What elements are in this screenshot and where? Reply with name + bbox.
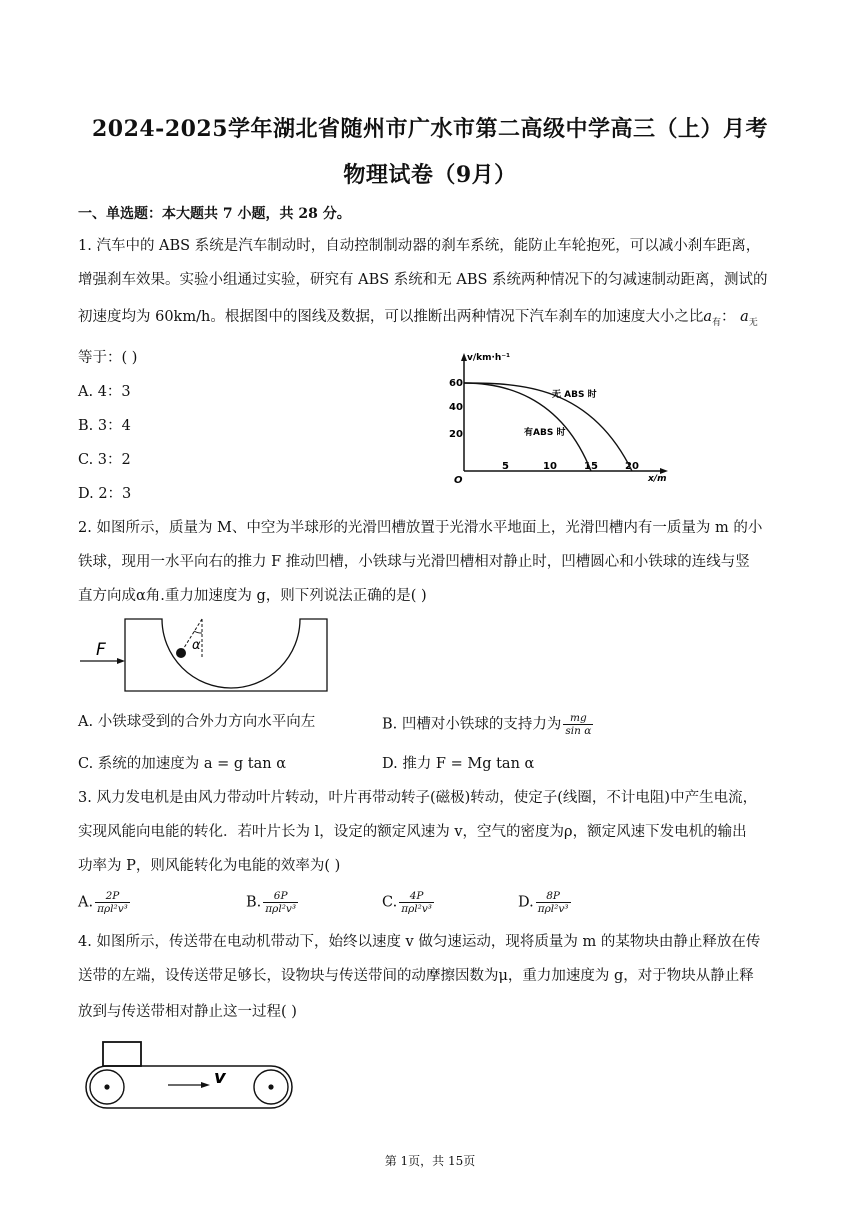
ratio-a2: a xyxy=(740,309,749,325)
q1-option-b: B. 3：4 xyxy=(78,418,131,434)
q3-option-d xyxy=(518,890,571,915)
x-axis-label: x/m xyxy=(648,474,667,484)
ratio-sub2: 无 xyxy=(748,317,758,328)
curve-without-abs-label: 无 ABS 时 xyxy=(552,390,597,400)
q3-option-c xyxy=(382,890,434,915)
option-label: A. xyxy=(78,894,94,911)
option-fraction xyxy=(536,890,571,915)
option-label: B. xyxy=(246,894,262,911)
q1-line4: 等于：( ) xyxy=(78,350,138,366)
q2-option-a: A. 小铁球受到的合外力方向水平向左 xyxy=(78,714,316,730)
fraction-denominator: πρl²v³ xyxy=(537,903,569,915)
q2-option-b-fraction xyxy=(563,712,593,737)
q2-option-d: D. 推力 F = Mg tan α xyxy=(382,756,535,772)
velocity-label: v xyxy=(214,1067,226,1088)
q4-conveyor-figure xyxy=(80,1038,300,1114)
fraction-numerator: 6P xyxy=(263,890,298,903)
left-pulley-axle xyxy=(104,1084,109,1089)
x-tick-15: 15 xyxy=(584,461,598,472)
velocity-arrow-head xyxy=(201,1082,210,1088)
y-axis-label: v/km·h⁻¹ xyxy=(467,353,511,363)
q4-line1: 4. 如图所示，传送带在电动机带动下，始终以速度 v 做匀速运动，现将质量为 m 的某物块由静止释放在传 xyxy=(78,934,761,950)
q1-line1: 1. 汽车中的 ABS 系统是汽车制动时，自动控制制动器的刹车系统，能防止车轮抱死，可以减小刹车距离， xyxy=(78,238,761,254)
q2-option-c: C. 系统的加速度为 a = g tan α xyxy=(78,756,287,772)
fraction-denominator: πρl²v³ xyxy=(265,903,297,915)
option-label: C. xyxy=(382,894,398,911)
fraction-numerator: mg xyxy=(563,712,593,725)
q1-line3 xyxy=(78,307,758,333)
force-arrow-head xyxy=(117,658,125,664)
q2-line2: 铁球，现用一水平向右的推力 F 推动凹槽，小铁球与光滑凹槽相对静止时，凹槽圆心和小铁球的连线与竖 xyxy=(78,554,750,570)
paper-title-line1: 2024-2025学年湖北省随州市广水市第二高级中学高三（上）月考 xyxy=(91,116,769,142)
q1-option-d: D. 2：3 xyxy=(78,486,132,502)
fraction-denominator: πρl²v³ xyxy=(97,903,128,915)
q2-line3: 直方向成α角.重力加速度为 g，则下列说法正确的是( ) xyxy=(78,588,427,604)
paper-title-line2: 物理试卷（9月） xyxy=(343,162,517,188)
right-pulley-axle xyxy=(268,1084,273,1089)
angle-label: α xyxy=(192,638,201,653)
option-fraction xyxy=(95,890,130,915)
q1-velocity-distance-graph xyxy=(440,345,680,485)
fraction-numerator: 4P xyxy=(399,890,434,903)
q3-line3: 功率为 P，则风能转化为电能的效率为( ) xyxy=(78,858,341,874)
q1-line3-text: 初速度均为 60km/h。根据图中的图线及数据，可以推断出两种情况下汽车刹车的加速度大小之比 xyxy=(78,309,704,325)
angle-arc xyxy=(194,631,202,633)
q3-line1: 3. 风力发电机是由风力带动叶片转动，叶片再带动转子(磁极)转动，使定子(线圈，不计电阻)中产生电流， xyxy=(78,790,758,806)
q2-line1: 2. 如图所示，质量为 M、中空为半球形的光滑凹槽放置于光滑水平地面上，光滑凹槽内有一质量为 m 的小 xyxy=(78,520,763,536)
ratio-sep: ： xyxy=(721,309,736,325)
x-tick-5: 5 xyxy=(502,461,509,472)
q3-option-b xyxy=(246,890,298,915)
fraction-numerator: 8P xyxy=(536,890,571,903)
x-tick-20: 20 xyxy=(625,461,639,472)
q1-option-c: C. 3：2 xyxy=(78,452,131,468)
q3-option-a xyxy=(78,890,130,915)
q4-line2: 送带的左端，设传送带足够长，设物块与传送带间的动摩擦因数为μ，重力加速度为 g，对于物块从静止释 xyxy=(78,968,754,984)
q2-option-b-text: B. 凹槽对小铁球的支持力为 xyxy=(382,716,562,733)
option-label: D. xyxy=(518,894,534,911)
origin-label: O xyxy=(454,475,463,485)
curve-with-abs-label: 有ABS 时 xyxy=(524,428,566,438)
ratio-a1: a xyxy=(703,309,712,325)
ratio-sub1: 有 xyxy=(711,317,721,328)
fraction-numerator: 2P xyxy=(95,890,130,903)
q1-line2: 增强刹车效果。实验小组通过实验，研究有 ABS 系统和无 ABS 系统两种情况下的匀减速制动距离，测试的 xyxy=(78,272,768,288)
section-heading: 一、单选题：本大题共 7 小题，共 28 分。 xyxy=(78,206,351,222)
option-fraction xyxy=(399,890,434,915)
curve-without-abs xyxy=(464,383,632,471)
x-tick-10: 10 xyxy=(543,461,557,472)
option-fraction xyxy=(263,890,298,915)
iron-ball xyxy=(176,648,186,658)
q2-option-b xyxy=(382,712,593,737)
force-label: F xyxy=(96,640,106,660)
groove-block xyxy=(125,619,327,691)
fraction-denominator: sin α xyxy=(565,725,592,737)
q4-line3: 放到与传送带相对静止这一过程( ) xyxy=(78,1004,297,1020)
conveyor-belt xyxy=(86,1066,292,1108)
q2-groove-figure xyxy=(78,615,328,695)
y-tick-20: 20 xyxy=(449,429,463,440)
block xyxy=(103,1042,141,1066)
fraction-denominator: πρl²v³ xyxy=(401,903,432,915)
q3-line2: 实现风能向电能的转化．若叶片长为 l，设定的额定风速为 v，空气的密度为ρ，额定风速下发电机的输出 xyxy=(78,824,747,840)
y-tick-60: 60 xyxy=(449,378,463,389)
q1-option-a: A. 4：3 xyxy=(78,384,131,400)
page-footer: 第 1页，共 15页 xyxy=(384,1154,476,1168)
y-tick-40: 40 xyxy=(449,402,463,413)
